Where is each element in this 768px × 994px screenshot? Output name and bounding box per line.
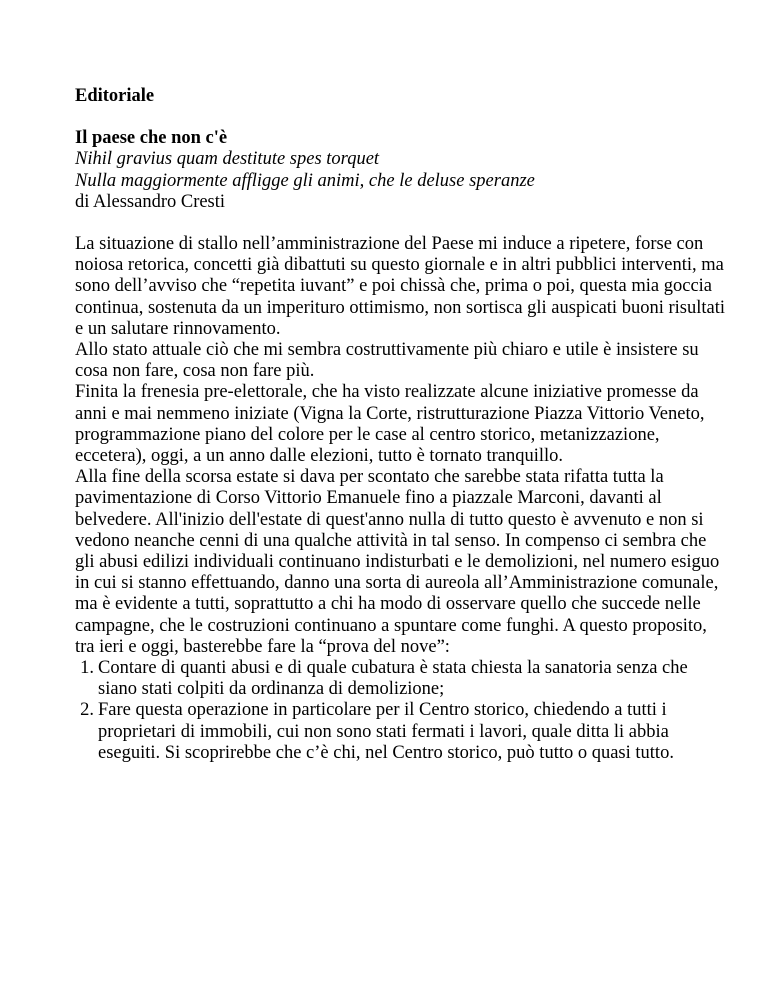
article-title: Il paese che non c'è <box>75 128 228 149</box>
paragraph: Alla fine della scorsa estate si dava per scontato che sarebbe stata rifatta tutta la pavimentazione di Corso Vittorio Emanuele fino a piazzale Marconi, davanti al belvedere. All'inizio dell'estate di quest'anno nulla di tutto questo è avvenuto e non si vedono neanche cenni di una qualche attività in tal senso. In compenso ci sembra che gli abusi edilizi individuali continuano indisturbati e le demolizioni, nel numero esiguo in cui si stanno effettuando, danno una sorta di aureola all’Amministrazione comunale, ma è evidente a tutti, soprattutto a chi ha modo di osservare quello che succede nelle campagne, che le costruzioni continuano a spuntare come funghi. A questo proposito, tra ieri e oggi, basterebbe fare la “prova del nove”: <box>75 467 720 657</box>
author-byline: di Alessandro Cresti <box>75 191 226 212</box>
list-item-text: Fare questa operazione in particolare per il Centro storico, chiedendo a tutti i proprietari di immobili, cui non sono stati fermati i lavori, quale ditta li abbia eseguiti. Si scoprirebbe che c’è chi, nel Centro storico, può tutto o quasi tutto. <box>98 700 674 763</box>
list-item <box>75 658 725 700</box>
motto-latin: Nihil gravius quam destitute spes torquet <box>75 149 380 170</box>
list-number: 2. <box>80 700 94 721</box>
list-number: 1. <box>80 658 94 679</box>
motto-italian: Nulla maggiormente affligge gli animi, che le deluse speranze <box>75 170 535 191</box>
section-label: Editoriale <box>75 86 155 106</box>
article-body <box>75 234 725 764</box>
paragraph: Allo stato attuale ciò che mi sembra costruttivamente più chiaro e utile è insistere su cosa non fare, cosa non fare più. <box>75 340 699 382</box>
numbered-list <box>75 658 725 764</box>
list-item <box>75 700 725 764</box>
list-item-text: Contare di quanti abusi e di quale cubatura è stata chiesta la sanatoria senza che siano stati colpiti da ordinanza di demolizione; <box>98 658 688 700</box>
document-page <box>75 86 725 764</box>
paragraph: Finita la frenesia pre-elettorale, che ha visto realizzate alcune iniziative promesse da anni e mai nemmeno iniziate (Vigna la Corte, ristrutturazione Piazza Vittorio Veneto, programmazione piano del colore per le case al centro storico, metanizzazione, eccetera), oggi, a un anno dalle elezioni, tutto è tornato tranquillo. <box>75 382 705 467</box>
paragraph: La situazione di stallo nell’amministrazione del Paese mi induce a ripetere, forse con noiosa retorica, concetti già dibattuti su questo giornale e in altri pubblici interventi, ma sono dell’avviso che “repetita iuvant” e poi chissà che, prima o poi, questa mia goccia continua, sostenuta da un imperituro ottimismo, non sortisca gli auspicati buoni risultati e un salutare rinnovamento. <box>75 234 725 339</box>
title-block <box>75 128 725 213</box>
